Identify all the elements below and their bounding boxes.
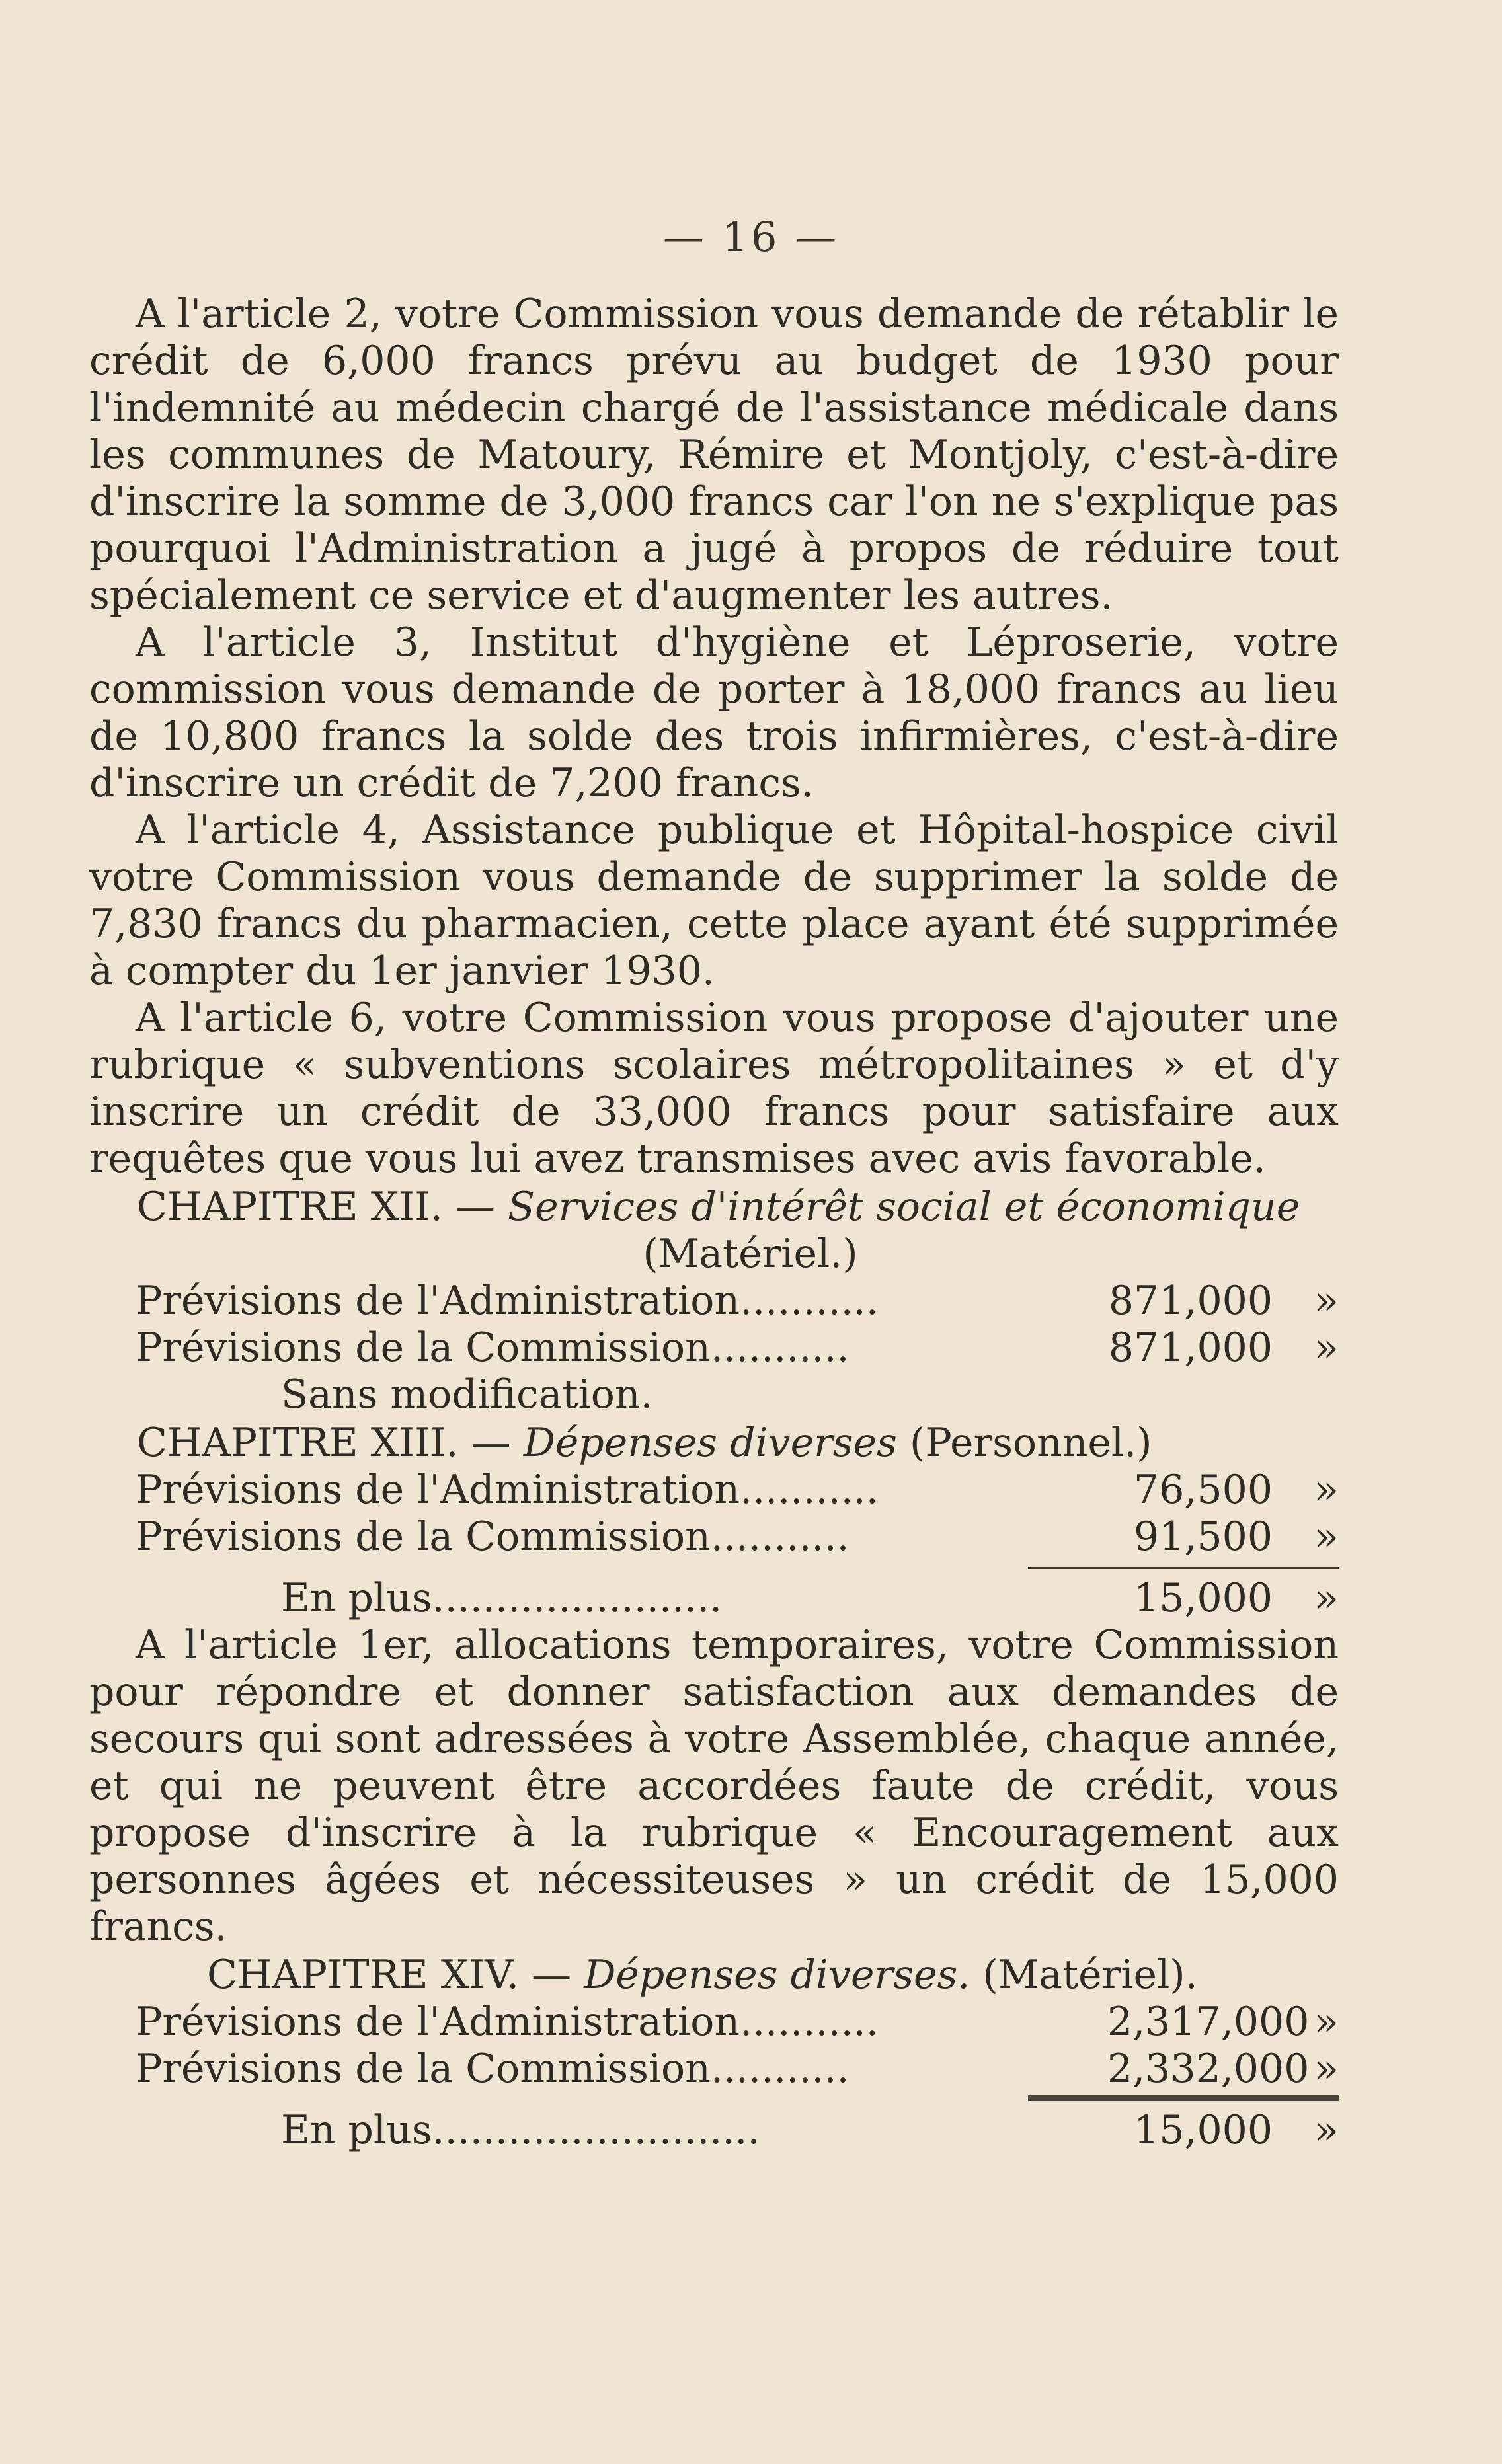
total-amount: 15,000 bbox=[1134, 2107, 1273, 2153]
row-label: Prévisions de la Commission bbox=[136, 2046, 711, 2092]
total-label: En plus bbox=[281, 1575, 432, 1621]
row-amount: 2,317,000 bbox=[1107, 1999, 1310, 2045]
total-leader-dots: ....................... bbox=[432, 1575, 723, 1621]
paragraph-article-4: A l'article 4, Assistance publique et Hôpital-hospice civil votre Commission vous demande de supprimer la solde de 7,830 francs du pharmacien, cette place ayant été supprimée à compter du 1er janvier 1930. bbox=[89, 807, 1339, 994]
total-ditto-mark: » bbox=[1314, 2107, 1339, 2153]
chapter-xiii-number: CHAPITRE XIII. — bbox=[137, 1420, 511, 1466]
chapter-xii-row-administration bbox=[89, 1278, 1339, 1325]
row-ditto-mark: » bbox=[1314, 1514, 1339, 1560]
chapter-xiii-row-administration bbox=[89, 1467, 1339, 1514]
chapter-xiii-heading bbox=[89, 1420, 1339, 1467]
row-ditto-mark: » bbox=[1314, 1325, 1339, 1371]
row-ditto-mark: » bbox=[1314, 1999, 1339, 2045]
row-label: Prévisions de la Commission bbox=[136, 1514, 711, 1560]
row-leader-dots: ........... bbox=[740, 1467, 879, 1513]
page-number: — 16 — bbox=[662, 213, 840, 261]
chapter-xii-note: Sans modification. bbox=[281, 1371, 653, 1418]
row-amount: 76,500 bbox=[1134, 1467, 1273, 1513]
sum-rule-wrap bbox=[89, 1560, 1339, 1575]
sum-rule bbox=[1028, 2095, 1339, 2101]
row-label: Prévisions de l'Administration bbox=[136, 1999, 740, 2045]
row-ditto-mark: » bbox=[1314, 1278, 1339, 1324]
total-amount: 15,000 bbox=[1134, 1575, 1273, 1621]
row-leader-dots: ........... bbox=[710, 1514, 850, 1560]
chapter-xiv-row-commission bbox=[89, 2046, 1339, 2093]
chapter-xiv-title: Dépenses diverses. bbox=[584, 1952, 970, 1998]
sum-rule-wrap bbox=[89, 2093, 1339, 2107]
chapter-xiii-suffix: (Personnel.) bbox=[909, 1420, 1152, 1466]
row-amount: 871,000 bbox=[1108, 1325, 1273, 1371]
chapter-xii-heading bbox=[89, 1184, 1339, 1231]
chapter-xii-subtitle: (Matériel.) bbox=[643, 1231, 858, 1277]
row-label: Prévisions de l'Administration bbox=[136, 1467, 740, 1513]
chapter-xiv-suffix: (Matériel). bbox=[982, 1952, 1198, 1998]
sum-rule bbox=[1028, 1567, 1339, 1569]
row-leader-dots: ........... bbox=[710, 1325, 850, 1371]
chapter-xii-title: Services d'intérêt social et économique bbox=[508, 1184, 1300, 1230]
row-leader-dots: ........... bbox=[740, 1999, 879, 2045]
row-label: Prévisions de l'Administration bbox=[136, 1278, 740, 1324]
paragraph-article-3: A l'article 3, Institut d'hygiène et Léproserie, votre commission vous demande de porter à 18,000 francs au lieu de 10,800 francs la solde des trois infirmières, c'est-à-dire d'inscrire un crédit de 7,200 francs. bbox=[89, 619, 1339, 806]
chapter-xii-row-commission bbox=[89, 1325, 1339, 1371]
row-leader-dots: ........... bbox=[710, 2046, 850, 2092]
row-amount: 871,000 bbox=[1108, 1278, 1273, 1324]
row-amount: 91,500 bbox=[1134, 1514, 1273, 1560]
row-leader-dots: ........... bbox=[740, 1278, 879, 1324]
paragraph-article-6: A l'article 6, votre Commission vous propose d'ajouter une rubrique « subventions scolaires métropolitaines » et d'y inscrire un crédit de 33,000 francs pour satisfaire aux requêtes que vous lui avez transmises avec avis favorable. bbox=[89, 995, 1339, 1182]
chapter-xiii-row-commission bbox=[89, 1514, 1339, 1560]
chapter-xiii-title: Dépenses diverses bbox=[523, 1420, 897, 1466]
chapter-xiv-heading bbox=[89, 1952, 1339, 1999]
row-label: Prévisions de la Commission bbox=[136, 1325, 711, 1371]
total-label: En plus bbox=[281, 2107, 432, 2153]
row-ditto-mark: » bbox=[1314, 1467, 1339, 1513]
chapter-xiv-number: CHAPITRE XIV. — bbox=[207, 1952, 572, 1998]
chapter-xii-number: CHAPITRE XII. — bbox=[137, 1184, 495, 1230]
chapter-xiv-row-administration bbox=[89, 1999, 1339, 2046]
paragraph-article-1-allocations: A l'article 1er, allocations temporaires, votre Commission pour répondre et donner satisfaction aux demandes de secours qui sont adressées à votre Assemblée, chaque année, et qui ne peuvent être accordées faute de crédit, vous propose d'inscrire à la rubrique « Encouragement aux personnes âgées et nécessiteuses » un crédit de 15,000 francs. bbox=[89, 1622, 1339, 1950]
paragraph-article-2: A l'article 2, votre Commission vous demande de rétablir le crédit de 6,000 francs prévu au budget de 1930 pour l'indemnité au médecin chargé de l'assistance médicale dans les communes de Matoury, Rémire et Montjoly, c'est-à-dire d'inscrire la somme de 3,000 francs car l'on ne s'explique pas pourquoi l'Administration a jugé à propos de réduire tout spécialement ce service et d'augmenter les autres. bbox=[89, 291, 1339, 619]
total-leader-dots: .......................... bbox=[432, 2107, 760, 2153]
row-amount: 2,332,000 bbox=[1107, 2046, 1310, 2092]
chapter-xiv-total-row bbox=[89, 2107, 1339, 2154]
row-ditto-mark: » bbox=[1314, 2046, 1339, 2092]
chapter-xiii-total-row bbox=[89, 1575, 1339, 1622]
page-body bbox=[89, 291, 1339, 2154]
total-ditto-mark: » bbox=[1314, 1575, 1339, 1621]
